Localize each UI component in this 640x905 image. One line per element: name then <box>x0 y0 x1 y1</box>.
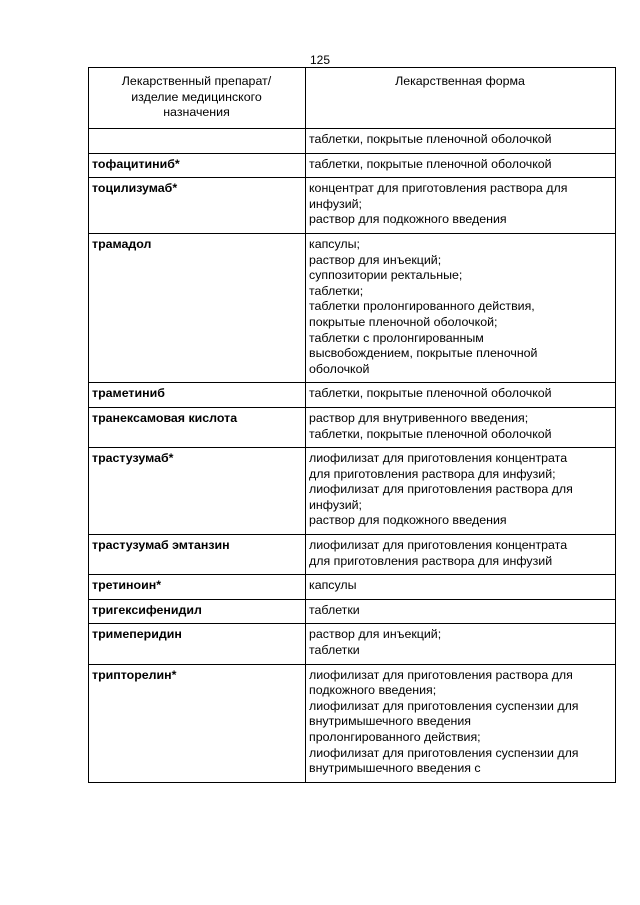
table-row <box>89 233 616 382</box>
header-dosage-form: Лекарственная форма <box>306 68 616 129</box>
drug-name-cell: траметиниб <box>89 383 306 408</box>
table-row <box>89 664 616 782</box>
dosage-form-line: раствор для инъекций; <box>309 252 442 267</box>
dosage-form-line: раствор для подкожного введения <box>309 513 507 528</box>
dosage-form-line: капсулы <box>309 578 357 593</box>
drug-name-cell: трамадол <box>89 233 306 382</box>
table-row <box>89 448 616 535</box>
dosage-form-line: таблетки, покрытые пленочной оболочкой <box>309 156 552 171</box>
dosage-form-line: для приготовления раствора для инфузий; <box>309 466 556 481</box>
drug-name-cell: трастузумаб эмтанзин <box>89 535 306 575</box>
drug-name-cell: тримеперидин <box>89 624 306 664</box>
table-row <box>89 624 616 664</box>
dosage-form-cell <box>306 535 616 575</box>
dosage-form-line: лиофилизат для приготовления концентрата <box>309 451 568 466</box>
dosage-form-cell <box>306 624 616 664</box>
dosage-form-line: высвобождением, покрытые пленочной <box>309 346 538 361</box>
dosage-form-line: капсулы; <box>309 236 360 251</box>
table-row <box>89 535 616 575</box>
table-row <box>89 129 616 154</box>
drug-name-cell <box>89 129 306 154</box>
dosage-form-line: таблетки, покрытые пленочной оболочкой <box>309 426 552 441</box>
dosage-form-line: покрытые пленочной оболочкой; <box>309 314 498 329</box>
dosage-form-line: таблетки с пролонгированным <box>309 330 484 345</box>
drug-table <box>88 67 616 783</box>
header-drug-name: Лекарственный препарат/ изделие медицинского назначения <box>89 68 306 129</box>
dosage-form-line: раствор для инъекций; <box>309 627 442 642</box>
dosage-form-line: инфузий; <box>309 497 362 512</box>
table-body <box>89 129 616 783</box>
table-row <box>89 178 616 234</box>
dosage-form-cell <box>306 664 616 782</box>
dosage-form-line: лиофилизат для приготовления раствора для <box>309 482 573 497</box>
table-header-row <box>89 68 616 129</box>
dosage-form-line: лиофилизат для приготовления суспензии для <box>309 698 579 713</box>
dosage-form-cell <box>306 153 616 178</box>
table-row <box>89 383 616 408</box>
dosage-form-line: оболочкой <box>309 361 370 376</box>
dosage-form-cell <box>306 407 616 447</box>
dosage-form-cell <box>306 178 616 234</box>
dosage-form-line: концентрат для приготовления раствора для <box>309 181 568 196</box>
dosage-form-cell <box>306 129 616 154</box>
table-row <box>89 599 616 624</box>
dosage-form-line: лиофилизат для приготовления раствора для <box>309 667 573 682</box>
page-number: 125 <box>309 53 331 67</box>
dosage-form-line: раствор для подкожного введения <box>309 212 507 227</box>
dosage-form-line: суппозитории ректальные; <box>309 268 463 283</box>
dosage-form-line: подкожного введения; <box>309 683 437 698</box>
dosage-form-line: для приготовления раствора для инфузий <box>309 553 553 568</box>
dosage-form-cell <box>306 448 616 535</box>
drug-name-cell: тригексифенидил <box>89 599 306 624</box>
drug-name-cell: трипторелин* <box>89 664 306 782</box>
dosage-form-line: раствор для внутривенного введения; <box>309 410 529 425</box>
drug-name-cell: тофацитиниб* <box>89 153 306 178</box>
dosage-form-line: таблетки <box>309 643 360 658</box>
dosage-form-line: внутримышечного введения с <box>309 761 481 776</box>
dosage-form-line: инфузий; <box>309 196 362 211</box>
dosage-form-line: лиофилизат для приготовления концентрата <box>309 538 568 553</box>
dosage-form-line: таблетки пролонгированного действия, <box>309 299 535 314</box>
dosage-form-cell <box>306 575 616 600</box>
dosage-form-line: таблетки; <box>309 283 364 298</box>
dosage-form-cell <box>306 599 616 624</box>
dosage-form-line: пролонгированного действия; <box>309 730 481 744</box>
table-row <box>89 575 616 600</box>
table-row <box>89 407 616 447</box>
dosage-form-cell <box>306 383 616 408</box>
drug-name-cell: тоцилизумаб* <box>89 178 306 234</box>
dosage-form-line: внутримышечного введения <box>309 714 471 729</box>
table-row <box>89 153 616 178</box>
dosage-form-line: лиофилизат для приготовления суспензии для <box>309 745 579 760</box>
drug-name-cell: трастузумаб* <box>89 448 306 535</box>
dosage-form-cell <box>306 233 616 382</box>
drug-name-cell: третиноин* <box>89 575 306 600</box>
drug-name-cell: транексамовая кислота <box>89 407 306 447</box>
dosage-form-line: таблетки, покрытые пленочной оболочкой <box>309 132 552 146</box>
dosage-form-line: таблетки <box>309 602 360 617</box>
dosage-form-line: таблетки, покрытые пленочной оболочкой <box>309 386 552 401</box>
